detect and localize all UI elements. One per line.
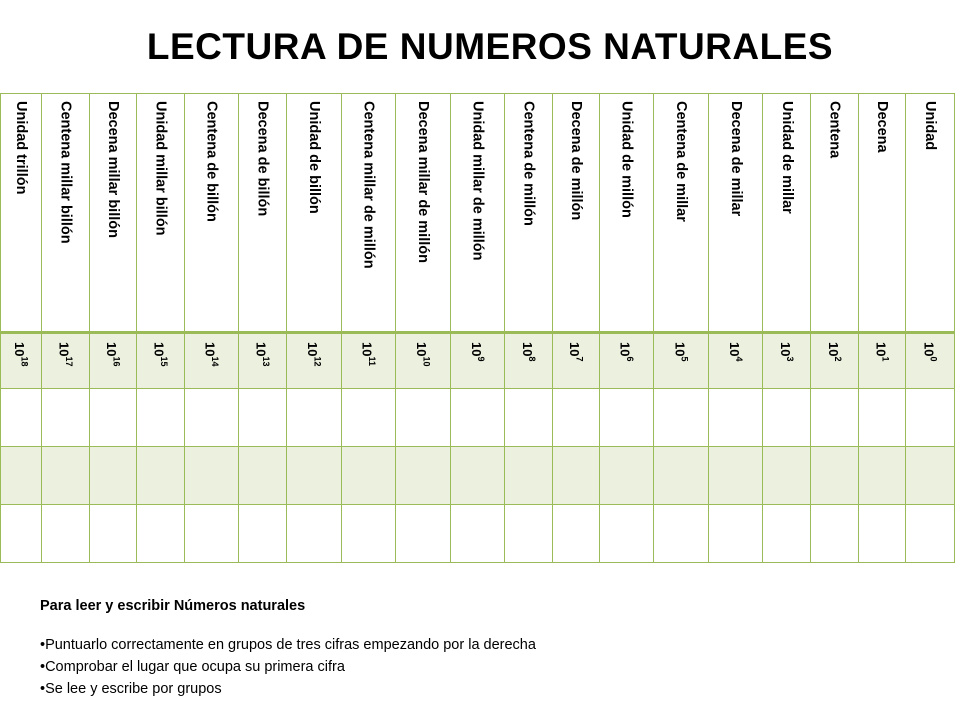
header-cell: [395, 94, 450, 333]
power-of-ten: [827, 342, 842, 361]
blank-cell: [763, 389, 811, 447]
blank-cell: [858, 447, 905, 505]
power-of-ten: [306, 342, 321, 366]
power-of-ten: [58, 342, 73, 366]
power-exponent: 4: [734, 356, 745, 362]
blank-cell: [238, 447, 286, 505]
blank-cell: [905, 505, 954, 563]
power-exponent: 3: [785, 356, 796, 362]
blank-cell: [905, 389, 954, 447]
blank-cell: [41, 447, 89, 505]
place-label: Decena de millar: [727, 101, 744, 217]
blank-cell: [395, 447, 450, 505]
power-exponent: 11: [366, 356, 377, 366]
power-base: 10: [253, 342, 269, 357]
power-base: 10: [777, 342, 793, 357]
power-cell: [89, 333, 136, 389]
power-of-ten: [922, 342, 937, 361]
blank-cell: [811, 389, 859, 447]
blank-cell: [341, 447, 395, 505]
place-label: Unidad trillón: [13, 101, 30, 195]
power-of-ten: [728, 342, 743, 361]
blank-cell: [286, 505, 341, 563]
place-label: Unidad de millar: [778, 101, 795, 214]
blank-cell: [238, 505, 286, 563]
power-cell: [763, 333, 811, 389]
place-label: Decena de billón: [254, 101, 271, 217]
blank-row: [1, 505, 955, 563]
blank-row: [1, 389, 955, 447]
power-base: 10: [726, 342, 742, 357]
header-cell: [136, 94, 184, 333]
power-of-ten: [874, 342, 889, 361]
blank-cell: [395, 389, 450, 447]
blank-cell: [811, 505, 859, 563]
place-label: Centena de millar: [673, 101, 690, 222]
blank-cell: [858, 505, 905, 563]
header-cell: [858, 94, 905, 333]
notes-item: •Comprobar el lugar que ocupa su primera cifra: [40, 659, 345, 675]
power-cell: [709, 333, 763, 389]
power-exponent: 8: [527, 356, 538, 362]
power-exponent: 0: [928, 356, 939, 362]
place-label: Unidad: [922, 101, 939, 151]
header-cell: [238, 94, 286, 333]
place-label: Centena millar billón: [57, 101, 74, 244]
power-base: 10: [921, 342, 937, 357]
header-row: [1, 94, 955, 333]
blank-cell: [341, 389, 395, 447]
blank-cell: [184, 447, 238, 505]
power-cell: [811, 333, 859, 389]
power-exponent: 15: [158, 356, 169, 367]
power-exponent: 16: [111, 356, 122, 367]
blank-cell: [41, 389, 89, 447]
blank-cell: [89, 505, 136, 563]
power-cell: [238, 333, 286, 389]
power-cell: [286, 333, 341, 389]
blank-cell: [504, 505, 552, 563]
header-cell: [504, 94, 552, 333]
place-label: Centena millar de millón: [360, 101, 377, 269]
place-label: Decena: [874, 101, 891, 153]
blank-cell: [89, 389, 136, 447]
power-cell: [184, 333, 238, 389]
blank-cell: [184, 505, 238, 563]
blank-cell: [341, 505, 395, 563]
power-cell: [905, 333, 954, 389]
blank-cell: [136, 447, 184, 505]
blank-cell: [89, 447, 136, 505]
power-base: 10: [567, 342, 583, 357]
blank-cell: [858, 389, 905, 447]
header-cell: [184, 94, 238, 333]
notes-item: •Puntuarlo correctamente en grupos de tres cifras empezando por la derecha: [40, 637, 536, 653]
power-base: 10: [672, 342, 688, 357]
blank-cell: [238, 389, 286, 447]
notes-item: •Se lee y escribe por grupos: [40, 681, 222, 697]
power-base: 10: [617, 342, 633, 357]
power-exponent: 1: [880, 356, 891, 362]
power-of-ten: [568, 342, 583, 361]
power-base: 10: [12, 342, 28, 357]
power-cell: [395, 333, 450, 389]
blank-cell: [599, 505, 653, 563]
power-exponent: 2: [833, 356, 844, 362]
blank-cell: [653, 505, 708, 563]
power-of-ten: [13, 342, 28, 366]
blank-cell: [811, 447, 859, 505]
power-of-ten: [673, 342, 688, 361]
header-cell: [450, 94, 504, 333]
blank-cell: [450, 389, 504, 447]
power-of-ten: [470, 342, 485, 361]
power-of-ten: [361, 342, 376, 366]
header-cell: [709, 94, 763, 333]
place-label: Unidad millar de millón: [469, 101, 486, 261]
blank-cell: [552, 389, 599, 447]
blank-cell: [286, 389, 341, 447]
power-of-ten: [204, 342, 219, 366]
power-base: 10: [468, 342, 484, 357]
blank-cell: [395, 505, 450, 563]
blank-cell: [552, 505, 599, 563]
power-cell: [552, 333, 599, 389]
page-title: LECTURA DE NUMEROS NATURALES: [146, 26, 834, 67]
blank-cell: [653, 389, 708, 447]
blank-cell: [504, 389, 552, 447]
blank-cell: [136, 389, 184, 447]
place-label: Centena de millón: [520, 101, 537, 226]
header-cell: [341, 94, 395, 333]
power-cell: [599, 333, 653, 389]
power-of-ten: [521, 342, 536, 361]
blank-cell: [41, 505, 89, 563]
place-label: Decena millar de millón: [415, 101, 432, 263]
header-cell: [905, 94, 954, 333]
blank-cell: [136, 505, 184, 563]
power-row: [1, 333, 955, 389]
power-cell: [653, 333, 708, 389]
header-cell: [89, 94, 136, 333]
power-cell: [341, 333, 395, 389]
power-base: 10: [56, 342, 72, 357]
place-label: Unidad de billón: [305, 101, 322, 214]
header-cell: [653, 94, 708, 333]
power-exponent: 6: [625, 356, 636, 362]
power-of-ten: [153, 342, 168, 366]
blank-cell: [450, 447, 504, 505]
blank-cell: [709, 389, 763, 447]
power-base: 10: [151, 342, 167, 357]
blank-cell: [653, 447, 708, 505]
power-cell: [1, 333, 42, 389]
blank-cell: [599, 447, 653, 505]
power-of-ten: [255, 342, 270, 366]
power-base: 10: [305, 342, 321, 357]
header-cell: [599, 94, 653, 333]
power-exponent: 5: [679, 356, 690, 362]
power-base: 10: [519, 342, 535, 357]
header-cell: [763, 94, 811, 333]
blank-cell: [905, 447, 954, 505]
power-cell: [136, 333, 184, 389]
power-of-ten: [415, 342, 430, 366]
header-cell: [1, 94, 42, 333]
blank-cell: [286, 447, 341, 505]
power-exponent: 12: [312, 356, 323, 367]
place-label: Unidad millar billón: [152, 101, 169, 236]
power-of-ten: [105, 342, 120, 366]
notes-section: [40, 598, 900, 700]
place-label: Centena: [826, 101, 843, 159]
power-exponent: 18: [19, 356, 30, 367]
power-exponent: 10: [421, 356, 432, 367]
power-exponent: 17: [63, 356, 74, 367]
power-base: 10: [359, 342, 375, 357]
power-base: 10: [873, 342, 889, 357]
blank-cell: [709, 447, 763, 505]
blank-cell: [763, 447, 811, 505]
blank-cell: [1, 505, 42, 563]
place-label: Unidad de millón: [618, 101, 635, 218]
power-base: 10: [104, 342, 120, 357]
power-exponent: 14: [209, 356, 220, 367]
header-cell: [811, 94, 859, 333]
power-base: 10: [202, 342, 218, 357]
power-base: 10: [414, 342, 430, 357]
power-cell: [450, 333, 504, 389]
blank-cell: [599, 389, 653, 447]
place-label: Decena de millón: [568, 101, 585, 221]
power-exponent: 13: [260, 356, 271, 367]
place-value-table: [0, 93, 955, 563]
place-label: Decena millar billón: [104, 101, 121, 238]
blank-cell: [184, 389, 238, 447]
blank-row: [1, 447, 955, 505]
power-exponent: 9: [476, 356, 487, 362]
power-cell: [504, 333, 552, 389]
blank-cell: [763, 505, 811, 563]
power-exponent: 7: [574, 356, 585, 362]
blank-cell: [552, 447, 599, 505]
blank-cell: [709, 505, 763, 563]
power-of-ten: [779, 342, 794, 361]
power-cell: [41, 333, 89, 389]
notes-heading: Para leer y escribir Números naturales: [40, 598, 306, 614]
blank-cell: [1, 389, 42, 447]
power-cell: [858, 333, 905, 389]
header-cell: [41, 94, 89, 333]
power-of-ten: [619, 342, 634, 361]
header-cell: [286, 94, 341, 333]
blank-cell: [1, 447, 42, 505]
blank-cell: [450, 505, 504, 563]
blank-cell: [504, 447, 552, 505]
place-label: Centena de billón: [203, 101, 220, 222]
power-base: 10: [825, 342, 841, 357]
header-cell: [552, 94, 599, 333]
